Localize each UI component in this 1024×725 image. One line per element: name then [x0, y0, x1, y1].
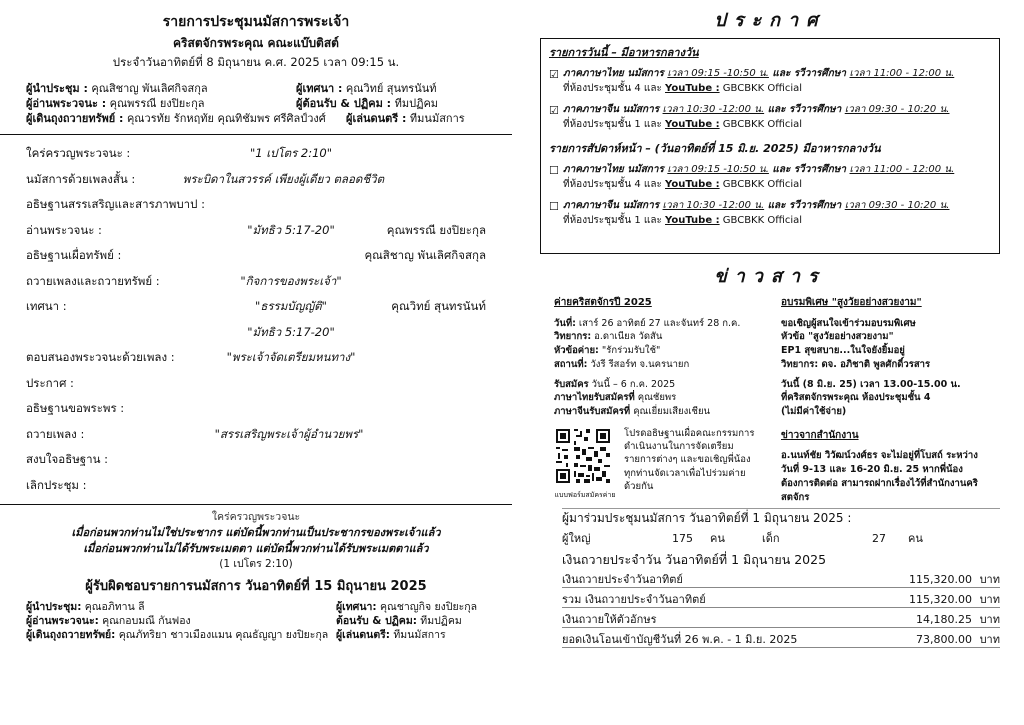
offering-label: เงินถวายให้ตัวอักษร: [562, 613, 657, 627]
role-label: ผู้เล่นดนตรี :: [346, 111, 407, 125]
order-item: [26, 166, 486, 192]
checked-box-icon: ☑: [549, 67, 559, 81]
schedule-time: เวลา 10:30 -12:00 น.: [662, 199, 765, 211]
role-label: ผู้เทศนา :: [296, 81, 343, 95]
order-item-detail: พระบิดาในสวรรค์ เพียงผู้เดียว ตลอดชีวิต: [182, 171, 385, 186]
offering-label: เงินถวายประจำวันอาทิตย์: [562, 573, 683, 587]
office-text: อ.นนท์ชัย วิวัฒน์วงศ์ธร จะไม่อยู่ที่โบสถ์ ระหว่างวันที่ 9-13 และ 16-20 มิ.ย. 25 หากพี่น้องต้องการติดต่อ สามารถฝากเรื่องไว้ที่สำนักงานคริสตจักร: [781, 450, 978, 503]
order-item: [26, 319, 486, 345]
camp-news: [540, 296, 755, 504]
role-value: ทีมปฏิคม: [420, 615, 462, 628]
schedule-room: ที่ห้องประชุมชั้น 1 และ: [563, 215, 666, 226]
role-value: คุณวรทัย รักหฤทัย คุณทิชัมพร ศรีศิลป์วงศ์: [126, 111, 326, 125]
schedule-time: เวลา 10:30 -12:00 น.: [662, 103, 765, 115]
adult-unit: คน: [710, 532, 725, 546]
today-heading: รายการวันนี้ – มีอาหารกลางวัน: [549, 46, 699, 59]
order-item-detail: "กิจการของพระเจ้า": [240, 273, 342, 288]
order-item-name: เทศนา :: [26, 299, 67, 314]
order-item: [26, 421, 486, 447]
training-line: EP1 สุขสบาย...ในใจยังยิ้มอยู่: [781, 345, 905, 357]
role-row: [26, 81, 486, 96]
training-line: ขอเชิญผู้สนใจเข้าร่วมอบรมพิเศษ: [781, 317, 916, 329]
camp-label: สถานที่:: [554, 358, 588, 370]
offering-heading: เงินถวายประจำวัน วันอาทิตย์ที่ 1 มิถุนายน 2025: [562, 552, 827, 568]
camp-value: เสาร์ 26 อาทิตย์ 27 และจันทร์ 28 ก.ค.: [575, 317, 741, 329]
camp-label: วิทยากร:: [554, 331, 592, 343]
order-item-name: ใคร่ครวญพระวจนะ :: [26, 146, 131, 161]
order-item: [26, 192, 486, 218]
qr-caption: แบบฟอร์มสมัครค่าย: [554, 490, 616, 499]
camp-value: คุณเยี่ยมเสียงเชียน: [630, 406, 711, 418]
role-value: คุณวิทย์ สุนทรนันท์: [345, 81, 437, 95]
order-item-person: คุณสิชาญ พันเลิศกิจสกุล: [364, 248, 486, 263]
order-item: [26, 447, 486, 473]
offering-amount: 14,180.25: [916, 613, 972, 627]
offering-amount: 115,320.00: [909, 573, 972, 587]
service-date: ประจำวันอาทิตย์ที่ 8 มิถุนายน ค.ศ. 2025 เวลา 09:15 น.: [112, 54, 400, 69]
schedule-mid: และ รวีวารศึกษา: [768, 67, 850, 79]
announcements-box: [540, 38, 1000, 254]
offering-row: [562, 608, 1000, 628]
role-row: [26, 111, 486, 126]
order-item-person: คุณวิทย์ สุนทรนันท์: [391, 299, 486, 314]
order-item-name: อ่านพระวจนะ :: [26, 222, 102, 237]
role-label: ผู้เล่นดนตรี:: [336, 629, 391, 642]
youtube-channel: GBCBKK Official: [719, 179, 803, 190]
order-item-name: อธิษฐานเผื่อทรัพย์ :: [26, 248, 122, 263]
order-item: [26, 294, 486, 320]
unchecked-box-icon: ☐: [549, 199, 559, 213]
youtube-link[interactable]: YouTube :: [665, 215, 720, 226]
divider: [0, 504, 512, 505]
schedule-time: เวลา 09:15 -10:50 น.: [667, 67, 769, 79]
order-item-name: อธิษฐานขอพระพร :: [26, 401, 125, 416]
order-item-name: ถวายเพลงและถวายทรัพย์ :: [26, 273, 160, 288]
next-roles-list: [26, 601, 486, 643]
qr-text: โปรดอธิษฐานเผื่อคณะกรรมการดำเนินงานในการจัดเตรียมรายการต่างๆ และขอเชิญพี่น้องทุกท่านจัดเวลาเพื่อไปร่วมค่ายด้วยกัน: [624, 427, 755, 493]
news-title: ข่าวสาร: [714, 266, 826, 287]
verse-reference: (1 เปโตร 2:10): [219, 557, 293, 570]
roles-list: [26, 81, 486, 126]
role-row: [26, 96, 486, 111]
training-heading: อบรมพิเศษ "สูงวัยอย่างสวยงาม": [781, 297, 922, 308]
youtube-channel: GBCBKK Official: [719, 215, 803, 226]
order-item-detail: "สรรเสริญพระเจ้าผู้อำนวยพร": [214, 426, 364, 441]
role-row: [26, 615, 486, 629]
camp-value: อ.ดาเนียล วัดสัน: [591, 331, 663, 343]
youtube-link[interactable]: YouTube :: [665, 119, 720, 131]
schedule-item: [549, 164, 991, 192]
camp-label: ภาษาจีนรับสมัครที่: [554, 406, 631, 418]
order-item: [26, 472, 486, 498]
schedule-room: ที่ห้องประชุมชั้น 4 และ: [563, 179, 666, 190]
offering-unit: บาท: [979, 573, 1000, 587]
adult-label: ผู้ใหญ่: [562, 532, 591, 546]
camp-value: วันนี้ – 6 ก.ค. 2025: [588, 378, 676, 390]
verse-line: เมื่อก่อนพวกท่านไม่ใช่ประชากร แต่บัดนี้พวกท่านเป็นประชากรของพระเจ้าแล้ว: [71, 526, 441, 539]
adult-count: 175: [672, 532, 693, 546]
role-label: ผู้อ่านพระวจนะ :: [26, 96, 107, 110]
offering-row: [562, 568, 1000, 588]
offering-label: ยอดเงินโอนเข้าบัญชีวันที่ 26 พ.ค. - 1 มิ.ย. 2025: [562, 633, 798, 647]
schedule-time: เวลา 09:30 - 10:20 น.: [844, 103, 950, 115]
schedule-time: เวลา 09:15 -10:50 น.: [667, 163, 769, 175]
church-name: คริสตจักรพระคุณ คณะแบ๊บติสต์: [173, 35, 339, 50]
child-count: 27: [872, 532, 886, 546]
order-item-name: นมัสการด้วยเพลงสั้น :: [26, 171, 136, 186]
order-item: [26, 141, 486, 167]
camp-label: ภาษาไทยรับสมัครที่: [554, 392, 635, 404]
order-item-detail: "พระเจ้าจัดเตรียมหนทาง": [226, 350, 356, 365]
role-value: คุณกอบมณี กันฟอง: [102, 615, 191, 628]
order-item-name: ตอบสนองพระวจนะด้วยเพลง :: [26, 350, 175, 365]
camp-value: "รักร่วมรับใช้": [598, 345, 661, 357]
schedule-time: เวลา 11:00 - 12:00 น.: [849, 163, 955, 175]
news-columns: [540, 296, 1000, 504]
role-value: คุณสิชาญ พันเลิศกิจสกุล: [91, 81, 208, 95]
schedule-time: เวลา 09:30 - 10:20 น.: [844, 199, 950, 211]
verse-heading: ใคร่ครวญพระวจนะ: [211, 510, 301, 523]
offering-row: [562, 628, 1000, 648]
offering-unit: บาท: [979, 593, 1000, 607]
order-item-name: เลิกประชุม :: [26, 477, 87, 492]
order-item-person: คุณพรรณี ยงปิยะกุล: [386, 222, 486, 237]
role-label: ผู้ต้อนรับ & ปฏิคม :: [296, 96, 392, 110]
role-value: คุณอภิทาน ลี: [84, 601, 145, 614]
training-line: ที่คริสตจักรพระคุณ ห้องประชุมชั้น 4: [781, 392, 931, 404]
order-item-detail: "มัทธิว 5:17-20": [247, 222, 335, 237]
youtube-link[interactable]: YouTube :: [665, 83, 720, 95]
role-value: คุณภัทริยา ชาวเมืองแมน คุณธัญญา ยงปิยะกุล: [118, 629, 329, 642]
role-label: ผู้เทศนา:: [336, 601, 377, 614]
role-label: ผู้อ่านพระวจนะ:: [26, 615, 99, 628]
schedule-lang: ภาคภาษาจีน นมัสการ: [563, 103, 663, 115]
role-value: คุณชาญกิจ ยงปิยะกุล: [379, 601, 478, 614]
order-item-detail: "มัทธิว 5:17-20": [247, 324, 335, 339]
schedule-lang: ภาคภาษาจีน นมัสการ: [563, 199, 663, 211]
unchecked-box-icon: ☐: [549, 163, 559, 177]
schedule-time: เวลา 11:00 - 12:00 น.: [849, 67, 955, 79]
camp-value: วังรี รีสอร์ท จ.นครนายก: [587, 358, 690, 370]
training-line: หัวข้อ "สูงวัยอย่างสวยงาม": [781, 331, 894, 343]
announcements-title: ประกาศ: [714, 10, 826, 31]
worship-order-panel: [26, 10, 486, 643]
order-item-name: ประกาศ :: [26, 375, 74, 390]
training-value: ดจ. อภิชาติ พูลศักดิ์วรสาร: [818, 358, 931, 370]
qr-section: [554, 427, 755, 500]
role-label: ผู้นำประชุม:: [26, 601, 82, 614]
order-item: [26, 345, 486, 371]
attendance-row: [562, 532, 1000, 546]
order-item: [26, 370, 486, 396]
role-value: ทีมปฏิคม: [394, 96, 439, 110]
divider: [0, 134, 512, 135]
order-item-detail: "ธรรมบัญญัติ": [255, 299, 327, 314]
role-row: [26, 629, 486, 643]
role-label: ผู้เดินถุงถวายทรัพย์ :: [26, 111, 124, 125]
next-week-title: ผู้รับผิดชอบรายการนมัสการ วันอาทิตย์ที่ 15 มิถุนายน 2025: [85, 578, 427, 594]
order-of-service: [26, 141, 486, 498]
schedule-item: [549, 200, 991, 228]
schedule-room: ที่ห้องประชุมชั้น 4 และ: [563, 83, 666, 95]
schedule-room: ที่ห้องประชุมชั้น 1 และ: [563, 119, 666, 131]
schedule-item: [549, 68, 991, 96]
training-label: วิทยากร:: [781, 358, 819, 370]
attendance-heading: ผู้มาร่วมประชุมนมัสการ วันอาทิตย์ที่ 1 มิถุนายน 2025 :: [562, 508, 1000, 526]
child-label: เด็ก: [762, 532, 780, 546]
order-item: [26, 396, 486, 422]
role-value: ทีมนมัสการ: [393, 629, 446, 642]
role-value: คุณพรรณี ยงปิยะกุล: [109, 96, 205, 110]
camp-heading: ค่ายคริสตจักรปี 2025: [554, 297, 652, 308]
schedule-mid: และ รวีวารศึกษา: [768, 163, 850, 175]
checked-box-icon: ☑: [549, 103, 559, 117]
camp-value: คุณชัยพร: [634, 392, 677, 404]
next-week-heading: รายการสัปดาห์หน้า – (วันอาทิตย์ที่ 15 มิ.ย. 2025) มีอาหารกลางวัน: [549, 141, 881, 155]
offering-row: [562, 588, 1000, 608]
attendance-section: [540, 508, 1000, 647]
training-line: วันนี้ (8 มิ.ย. 25) เวลา 13.00-15.00 น.: [781, 378, 961, 390]
training-line: (ไม่มีค่าใช้จ่าย): [781, 406, 847, 418]
youtube-channel: GBCBKK Official: [719, 83, 803, 95]
schedule-mid: และ รวีวารศึกษา: [764, 103, 845, 115]
office-heading: ข่าวจากสำนักงาน: [781, 429, 859, 441]
offering-label: รวม เงินถวายประจำวันอาทิตย์: [562, 593, 706, 607]
offering-amount: 73,800.00: [916, 633, 972, 647]
order-item: [26, 243, 486, 269]
camp-label: รับสมัคร: [554, 378, 589, 390]
verse-line: เมื่อก่อนพวกท่านไม่ได้รับพระเมตตา แต่บัดนี้พวกท่านได้รับพระเมตตาแล้ว: [83, 541, 429, 555]
schedule-mid: และ รวีวารศึกษา: [764, 199, 845, 211]
role-label: ต้อนรับ & ปฏิคม:: [336, 615, 417, 628]
order-item-name: อธิษฐานสรรเสริญและสารภาพบาป :: [26, 197, 205, 212]
offering-amount: 115,320.00: [909, 593, 972, 607]
role-row: [26, 601, 486, 615]
child-unit: คน: [908, 532, 923, 546]
order-item-detail: "1 เปโตร 2:10": [249, 146, 333, 161]
qr-code-icon[interactable]: [554, 427, 612, 485]
schedule-lang: ภาคภาษาไทย นมัสการ: [563, 67, 668, 79]
schedule-item: [549, 104, 991, 132]
camp-label: วันที่:: [554, 317, 576, 329]
role-label: ผู้เดินถุงถวายทรัพย์:: [26, 629, 116, 642]
camp-label: หัวข้อค่าย:: [554, 345, 599, 357]
role-value: ทีมนมัสการ: [409, 111, 465, 125]
training-news: [755, 296, 985, 504]
order-item-name: สงบใจอธิษฐาน :: [26, 452, 108, 467]
page-title: รายการประชุมนมัสการพระเจ้า: [162, 14, 350, 30]
youtube-channel: GBCBKK Official: [719, 119, 803, 131]
order-item-name: ถวายเพลง :: [26, 426, 85, 441]
role-label: ผู้นำประชุม :: [26, 81, 88, 95]
offering-unit: บาท: [979, 633, 1000, 647]
youtube-link[interactable]: YouTube :: [665, 179, 720, 190]
order-item: [26, 217, 486, 243]
offering-unit: บาท: [979, 613, 1000, 627]
schedule-lang: ภาคภาษาไทย นมัสการ: [563, 163, 668, 175]
order-item: [26, 268, 486, 294]
announcements-panel: [540, 10, 1000, 648]
